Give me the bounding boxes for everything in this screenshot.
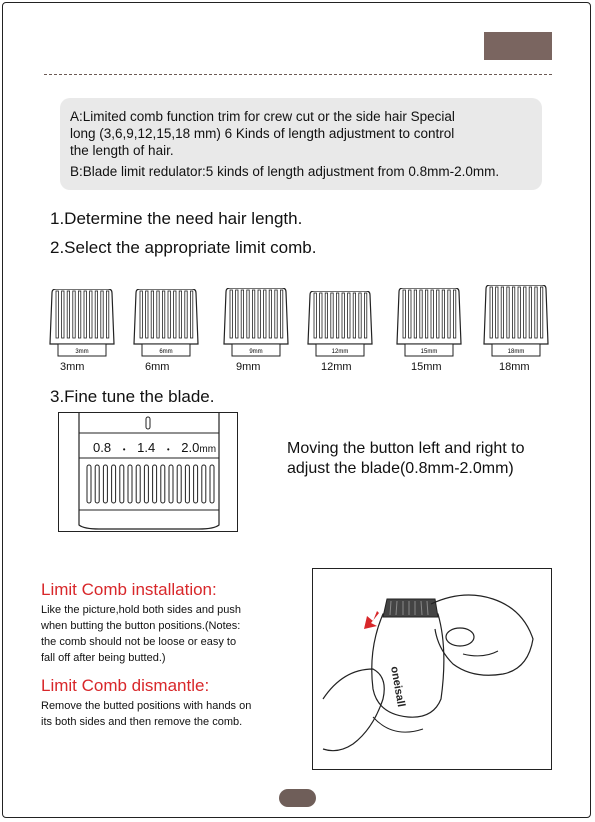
step-3: 3.Fine tune the blade. (50, 387, 215, 406)
install-line-3: the comb should not be loose or easy to (41, 636, 237, 648)
comb-tag: 6mm (159, 349, 173, 355)
limit-comb-15mm (395, 288, 463, 364)
comb-tag: 9mm (249, 349, 263, 355)
comb-install-illustration (312, 568, 552, 770)
info-line-1: A:Limited comb function trim for crew cut or the side hair Special (70, 109, 455, 124)
comb-size-label: 6mm (145, 361, 170, 373)
info-box (60, 98, 542, 190)
blade-value-1-4: 1.4 (137, 440, 156, 455)
step-1: 1.Determine the need hair length. (50, 209, 303, 228)
header-tab (484, 32, 552, 60)
comb-tag: 15mm (420, 349, 438, 355)
limit-comb-9mm (222, 288, 290, 364)
page-number-badge (279, 789, 316, 807)
limit-comb-6mm (132, 289, 200, 364)
dismantle-title: Limit Comb dismantle: (41, 676, 210, 695)
install-title: Limit Comb installation: (41, 580, 217, 599)
blade-value-0-8: 0.8 (93, 440, 112, 455)
blade-dot-1: • (122, 445, 126, 454)
moving-line-2: adjust the blade(0.8mm-2.0mm) (287, 460, 514, 477)
blade-illustration (58, 412, 238, 532)
limit-comb-3mm (48, 289, 116, 364)
install-line-4: fall off after being butted.) (41, 652, 166, 664)
comb-size-label: 9mm (236, 361, 261, 373)
limit-comb-12mm (306, 291, 374, 364)
comb-tag: 12mm (331, 349, 349, 355)
comb-size-label: 18mm (499, 361, 530, 373)
dismantle-line-2: its both sides and then remove the comb. (41, 716, 243, 728)
blade-value-2-0: 2.0 (181, 440, 200, 455)
info-line-2: long (3,6,9,12,15,18 mm) 6 Kinds of length adjustment to control (70, 126, 455, 141)
dismantle-line-1: Remove the butted positions with hands on (41, 700, 252, 712)
info-line-3: the length of hair. (70, 143, 174, 158)
step-2: 2.Select the appropriate limit comb. (50, 238, 317, 257)
install-line-2: when butting the button positions.(Notes: (41, 620, 241, 632)
dashed-divider (44, 74, 552, 75)
comb-size-label: 3mm (60, 361, 85, 373)
comb-tag: 3mm (75, 349, 89, 355)
blade-scale (93, 440, 216, 455)
limit-comb-18mm (482, 285, 550, 364)
blade-unit: mm (199, 444, 217, 455)
install-line-1: Like the picture,hold both sides and push (41, 604, 241, 616)
brand-label: oneisall (388, 665, 407, 708)
comb-size-label: 15mm (411, 361, 442, 373)
info-line-4: B:Blade limit redulator:5 kinds of length adjustment from 0.8mm-2.0mm. (70, 164, 500, 179)
blade-dot-2: • (166, 445, 170, 454)
comb-size-label: 12mm (321, 361, 352, 373)
moving-line-1: Moving the button left and right to (287, 440, 525, 457)
comb-tag: 18mm (507, 349, 525, 355)
